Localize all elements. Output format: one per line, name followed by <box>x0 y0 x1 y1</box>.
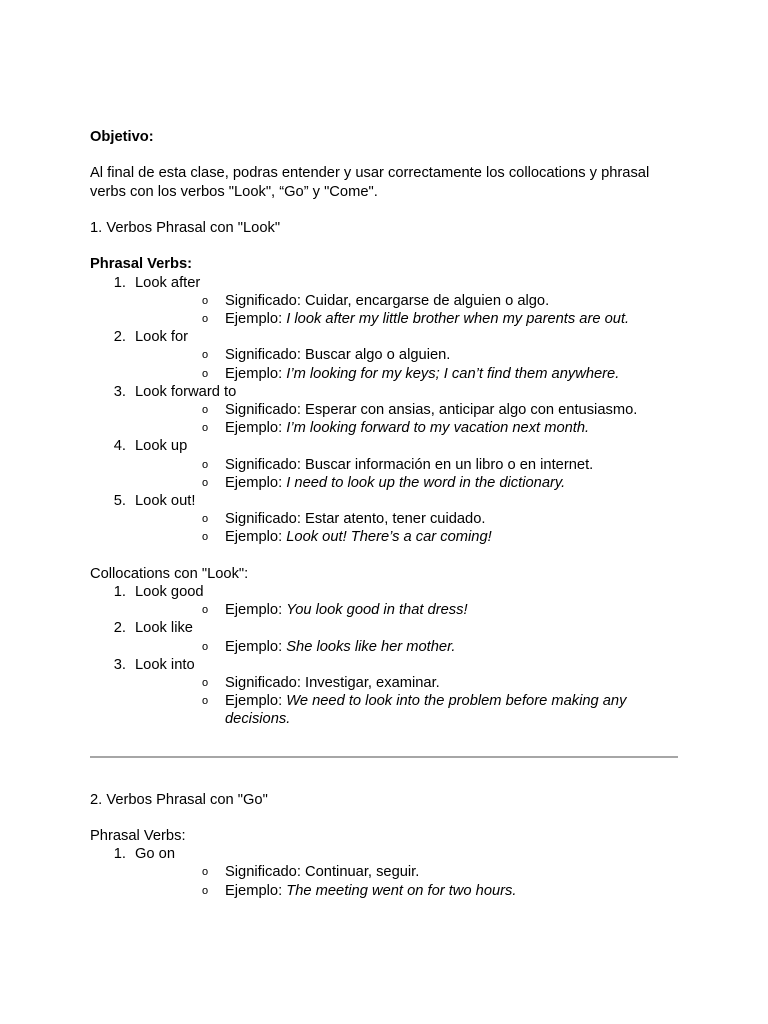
meaning-item <box>135 346 680 364</box>
objective-heading: Objetivo: <box>90 129 154 145</box>
bullet-icon: o <box>202 884 209 897</box>
go-section-title: 2. Verbos Phrasal con "Go" <box>90 791 268 808</box>
example-label: Ejemplo: <box>225 602 283 619</box>
phrasal-verb: Look after <box>135 274 201 291</box>
bullet-icon: o <box>202 294 209 307</box>
example-item <box>135 528 680 546</box>
meaning-label: Significado: <box>225 511 301 528</box>
meaning-text: Investigar, examinar. <box>305 675 440 692</box>
phrasal-verb: Go on <box>135 846 176 863</box>
phrasal-verb: Look forward to <box>135 383 237 400</box>
meaning-label: Significado: <box>225 292 301 309</box>
item-number: 4. <box>113 438 126 455</box>
look-phrasal-list <box>90 274 680 547</box>
item-number: 3. <box>113 656 126 673</box>
sub-list <box>135 292 680 328</box>
example-item <box>135 692 680 728</box>
meaning-item <box>135 401 680 419</box>
list-item <box>90 383 680 438</box>
example-item <box>135 638 680 656</box>
meaning-text: Buscar algo o alguien. <box>305 347 451 364</box>
example-item <box>135 601 680 619</box>
example-label: Ejemplo: <box>225 310 283 327</box>
sub-list <box>135 401 680 437</box>
example-text: Look out! There’s a car coming! <box>286 529 492 546</box>
sub-list <box>135 601 680 619</box>
bullet-icon: o <box>202 458 209 471</box>
meaning-item <box>135 674 680 692</box>
look-collocations-heading: Collocations con "Look": <box>90 565 249 582</box>
example-text: She looks like her mother. <box>286 638 456 655</box>
sub-list <box>135 863 680 899</box>
bullet-icon: o <box>202 367 209 380</box>
meaning-label: Significado: <box>225 456 301 473</box>
document-content <box>90 128 680 900</box>
bullet-icon: o <box>202 695 209 708</box>
meaning-label: Significado: <box>225 675 301 692</box>
collocation: Look like <box>135 620 193 637</box>
look-section-title: 1. Verbos Phrasal con "Look" <box>90 219 281 236</box>
meaning-label: Significado: <box>225 402 301 418</box>
bullet-icon: o <box>202 513 209 526</box>
phrasal-verb: Look up <box>135 438 188 455</box>
meaning-label: Significado: <box>225 347 301 364</box>
look-phrasal-heading: Phrasal Verbs: <box>90 256 193 273</box>
item-number: 5. <box>113 493 126 510</box>
sub-list <box>135 510 680 546</box>
item-number: 1. <box>113 846 126 863</box>
collocation: Look into <box>135 656 195 673</box>
item-number: 2. <box>113 329 126 346</box>
item-number: 2. <box>113 620 126 637</box>
example-text: The meeting went on for two hours. <box>286 882 517 899</box>
meaning-item <box>135 292 680 310</box>
meaning-text: Buscar información en un libro o en internet. <box>305 456 594 473</box>
example-item <box>135 474 680 492</box>
bullet-icon: o <box>202 531 209 544</box>
example-label: Ejemplo: <box>225 529 283 546</box>
list-item <box>90 656 680 729</box>
list-item <box>90 492 680 547</box>
item-number: 3. <box>113 383 126 400</box>
meaning-item <box>135 863 680 881</box>
list-item <box>90 437 680 492</box>
meaning-item <box>135 456 680 474</box>
objective-text: Al final de esta clase, podras entender y usar correctamente los collocations y phrasal verbs con los verbos "Look", “Go” y "Come". <box>90 165 650 200</box>
bullet-icon: o <box>202 422 209 435</box>
bullet-icon: o <box>202 404 209 416</box>
example-item <box>135 310 680 328</box>
bullet-icon: o <box>202 640 209 653</box>
list-item <box>90 274 680 329</box>
section-divider <box>90 756 678 758</box>
example-item <box>135 365 680 383</box>
go-phrasal-list <box>90 845 680 900</box>
phrasal-verb: Look for <box>135 329 189 346</box>
example-text: I need to look up the word in the dictionary. <box>286 474 566 491</box>
meaning-item <box>135 510 680 528</box>
item-number: 1. <box>113 584 126 601</box>
bullet-icon: o <box>202 677 209 690</box>
example-label: Ejemplo: <box>225 638 283 655</box>
example-text: You look good in that dress! <box>286 602 468 619</box>
sub-list <box>135 346 680 382</box>
list-item <box>90 583 680 619</box>
example-label: Ejemplo: <box>225 693 283 710</box>
example-text: We need to look into the problem before making any decisions. <box>225 693 627 728</box>
item-number: 1. <box>113 274 126 291</box>
example-text: I look after my little brother when my parents are out. <box>286 310 630 327</box>
look-collocations-list <box>90 583 680 729</box>
sub-list <box>135 456 680 492</box>
phrasal-verb: Look out! <box>135 493 196 510</box>
sub-list <box>135 638 680 656</box>
example-item <box>135 882 680 900</box>
bullet-icon: o <box>202 866 209 879</box>
example-text: I’m looking forward to my vacation next month. <box>286 420 590 437</box>
meaning-text: Continuar, seguir. <box>305 864 420 881</box>
go-phrasal-heading: Phrasal Verbs: <box>90 828 186 845</box>
list-item <box>90 619 680 655</box>
example-label: Ejemplo: <box>225 474 283 491</box>
example-label: Ejemplo: <box>225 420 283 437</box>
example-label: Ejemplo: <box>225 365 283 382</box>
bullet-icon: o <box>202 476 209 489</box>
list-item <box>90 328 680 383</box>
meaning-text: Cuidar, encargarse de alguien o algo. <box>305 292 550 309</box>
sub-list <box>135 674 680 729</box>
bullet-icon: o <box>202 349 209 362</box>
example-label: Ejemplo: <box>225 882 283 899</box>
collocation: Look good <box>135 584 204 601</box>
bullet-icon: o <box>202 312 209 325</box>
bullet-icon: o <box>202 604 209 617</box>
meaning-text: Esperar con ansias, anticipar algo con entusiasmo. <box>305 402 638 418</box>
list-item <box>90 845 680 900</box>
meaning-text: Estar atento, tener cuidado. <box>305 511 486 528</box>
example-text: I’m looking for my keys; I can’t find them anywhere. <box>286 365 620 382</box>
meaning-label: Significado: <box>225 864 301 881</box>
example-item <box>135 419 680 437</box>
